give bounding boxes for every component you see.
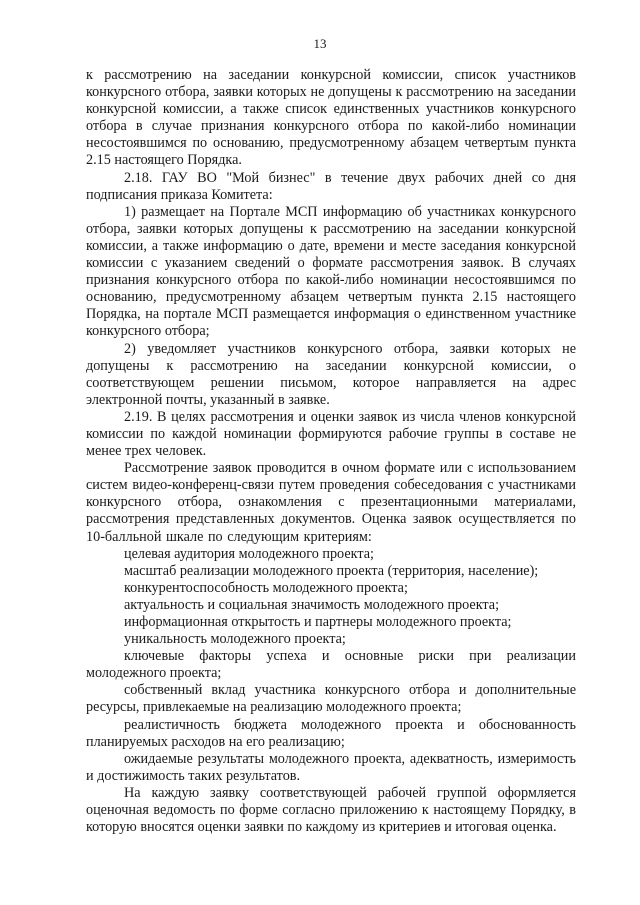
criterion-item: масштаб реализации молодежного проекта (территория, население); <box>124 562 539 579</box>
page-number: 13 <box>313 36 327 51</box>
criterion-item: ожидаемые результаты молодежного проекта, адекватность, измеримость и достижимость таких результатов. <box>86 750 576 784</box>
criterion-item: информационная открытость и партнеры молодежного проекта; <box>124 614 512 630</box>
paragraph-review: Рассмотрение заявок проводится в очном формате или с использованием систем видео-конференц-связи путем проведения собеседования с участниками конкурсного отбора, ознакомления с презентационными материалами, рассмотрения представленных документов. Оценка заявок осуществляется по 10-балльной шкале по следующим критериям: <box>86 460 576 545</box>
paragraph-2-19: 2.19. В целях рассмотрения и оценки заявок из числа членов конкурсной комиссии по каждой номинации формируются рабочие группы в составе не менее трех человек. <box>86 408 576 460</box>
paragraph-continuation: к рассмотрению на заседании конкурсной комиссии, список участников конкурсного отбора, заявки которых не допущены к рассмотрению на заседании конкурсной комиссии, а также список единственных участников конкурсного отбора в случае признания конкурсного отбора по какой-либо номинации несостоявшимся по основанию, предусмотренному абзацем четвертым пункта 2.15 настоящего Порядка. <box>86 67 576 169</box>
criterion-item: собственный вклад участника конкурсного отбора и дополнительные ресурсы, привлекаемые на реализацию молодежного проекта; <box>86 682 576 716</box>
document-body <box>86 67 576 836</box>
paragraph-item-2: 2) уведомляет участников конкурсного отбора, заявки которых не допущены к рассмотрению на заседании конкурсной комиссии, о соответствующем решении письмом, которое направляется на адрес электронной почты, указанный в заявке. <box>86 340 576 408</box>
criterion-item: целевая аудитория молодежного проекта; <box>124 545 374 562</box>
paragraph-2-18: 2.18. ГАУ ВО "Мой бизнес" в течение двух рабочих дней со дня подписания приказа Комитета: <box>86 169 576 203</box>
criterion-item: ключевые факторы успеха и основные риски при реализации молодежного проекта; <box>86 648 576 682</box>
paragraph-evaluation-sheet: На каждую заявку соответствующей рабочей группой оформляется оценочная ведомость по форме согласно приложению к настоящему Порядку, в которую вносятся оценки заявки по каждому из критериев и итоговая оценка. <box>86 784 576 836</box>
criterion-item: конкурентоспособность молодежного проекта; <box>124 579 408 596</box>
criterion-item: уникальность молодежного проекта; <box>124 631 346 648</box>
paragraph-item-1: 1) размещает на Портале МСП информацию об участниках конкурсного отбора, заявки которых допущены к рассмотрению на заседании конкурсной комиссии, а также информацию о дате, времени и месте заседания конкурсной комиссии с указанием сведений о формате рассмотрения заявок. В случаях признания конкурсного отбора по какой-либо номинации несостоявшимся по основанию, предусмотренному абзацем четвертым пункта 2.15 настоящего Порядка, на портале МСП размещается информация о единственном участнике конкурсного отбора; <box>86 203 576 340</box>
criterion-item: реалистичность бюджета молодежного проекта и обоснованность планируемых расходов на его реализацию; <box>86 716 576 750</box>
criterion-item: актуальность и социальная значимость молодежного проекта; <box>124 596 500 613</box>
